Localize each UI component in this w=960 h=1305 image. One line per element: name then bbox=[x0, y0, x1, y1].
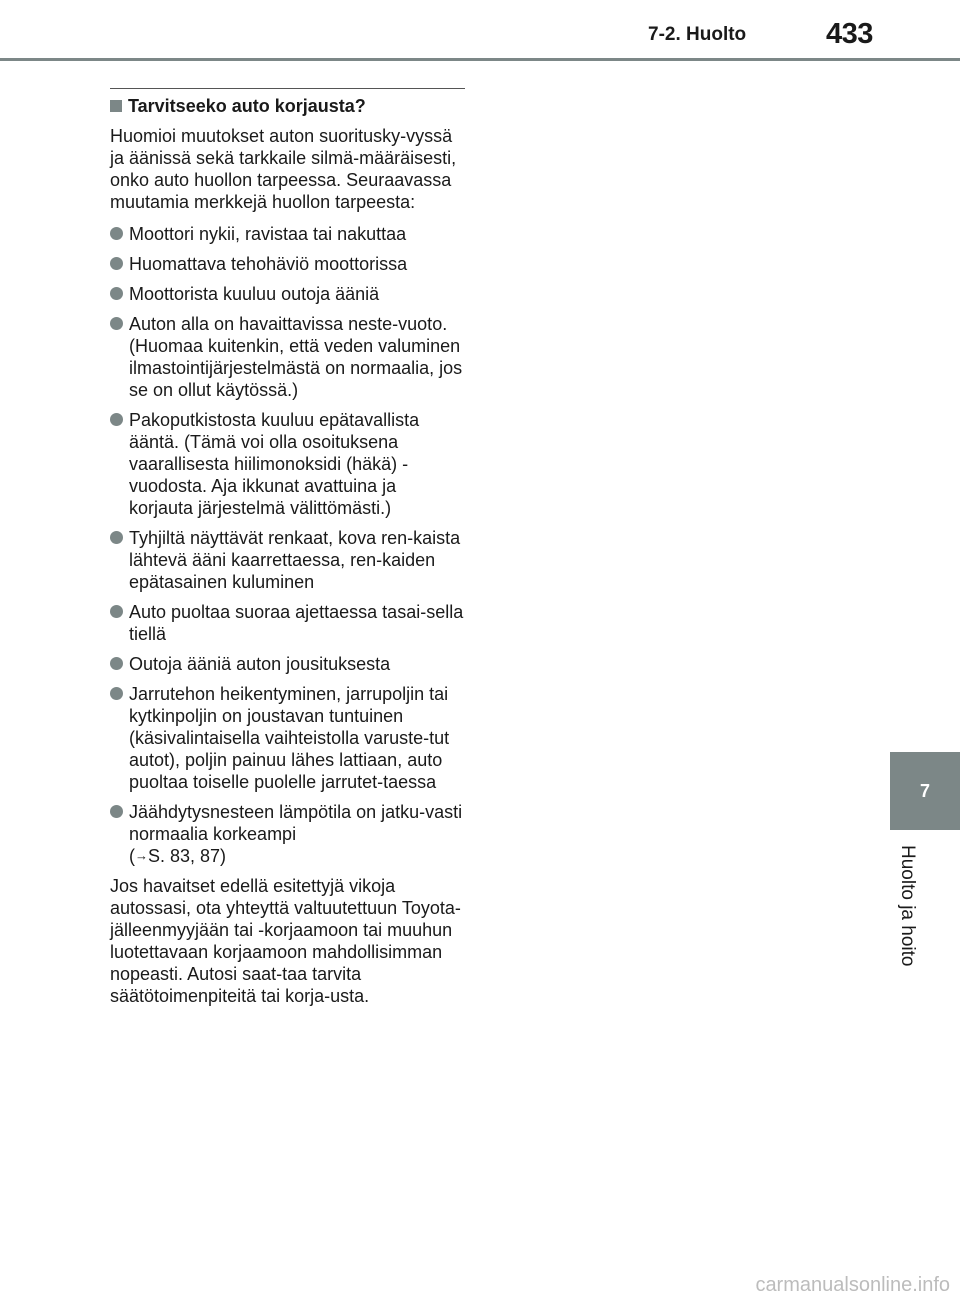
list-item bbox=[110, 683, 465, 793]
chapter-number: 7 bbox=[919, 780, 930, 801]
chapter-tab[interactable] bbox=[890, 752, 960, 830]
circle-bullet-icon bbox=[110, 413, 123, 426]
list-item-text: Auton alla on havaittavissa neste-vuoto. (Huomaa kuitenkin, että veden valuminen ilmastointijärjestelmästä on normaalia, jos se on ollut käytössä.) bbox=[129, 314, 463, 400]
list-item bbox=[110, 653, 465, 675]
watermark: carmanualsonline.info bbox=[755, 1274, 950, 1296]
section-heading bbox=[110, 95, 465, 117]
section-divider bbox=[110, 88, 465, 89]
list-item-text: Jarrutehon heikentyminen, jarrupoljin tai kytkinpoljin on joustavan tuntuinen (käsivalintaisella vaihteistolla varuste-tut autot), poljin painuu lähes lattiaan, auto puoltaa toiselle puolelle jarrutet-taessa bbox=[129, 684, 450, 792]
list-item bbox=[110, 283, 465, 305]
reference-text: S. 83, 87) bbox=[148, 846, 227, 866]
intro-paragraph: Huomioi muutokset auton suoritusky-vyssä ja äänissä sekä tarkkaile silmä-määräisesti, onko auto huollon tarpeessa. Seuraavassa muutamia merkkejä huollon tarpeesta: bbox=[110, 126, 457, 212]
chapter-title: Huolto ja hoito bbox=[897, 845, 918, 967]
list-item-text: Moottori nykii, ravistaa tai nakuttaa bbox=[129, 224, 407, 244]
symptom-list bbox=[110, 223, 465, 867]
header-divider bbox=[0, 58, 960, 61]
list-item bbox=[110, 601, 465, 645]
circle-bullet-icon bbox=[110, 257, 123, 270]
list-item-text: Moottorista kuuluu outoja ääniä bbox=[129, 284, 380, 304]
list-item bbox=[110, 527, 465, 593]
header-section-title: 7-2. Huolto bbox=[648, 24, 747, 45]
reference-open-paren: ( bbox=[129, 846, 135, 866]
circle-bullet-icon bbox=[110, 227, 123, 240]
section-heading-text: Tarvitseeko auto korjausta? bbox=[128, 96, 366, 116]
list-item-text: Tyhjiltä näyttävät renkaat, kova ren-kaista lähtevä ääni kaarrettaessa, ren-kaiden epätasainen kuluminen bbox=[129, 528, 461, 592]
page-header bbox=[0, 0, 960, 62]
list-item-text: Auto puoltaa suoraa ajettaessa tasai-sella tiellä bbox=[129, 602, 464, 644]
page-reference-link[interactable] bbox=[129, 846, 226, 866]
square-bullet-icon bbox=[110, 100, 122, 112]
list-item-text: Outoja ääniä auton jousituksesta bbox=[129, 654, 391, 674]
list-item bbox=[110, 801, 465, 867]
circle-bullet-icon bbox=[110, 317, 123, 330]
list-item-text: Jäähdytysnesteen lämpötila on jatku-vasti normaalia korkeampi bbox=[129, 802, 463, 844]
list-item bbox=[110, 253, 465, 275]
list-item bbox=[110, 223, 465, 245]
page-number: 433 bbox=[826, 18, 873, 50]
list-item bbox=[110, 409, 465, 519]
main-content bbox=[110, 88, 465, 1017]
circle-bullet-icon bbox=[110, 657, 123, 670]
circle-bullet-icon bbox=[110, 605, 123, 618]
list-item-text: Huomattava tehohäviö moottorissa bbox=[129, 254, 408, 274]
closing-paragraph: Jos havaitset edellä esitettyjä vikoja autossasi, ota yhteyttä valtuutettuun Toyota-jälleenmyyjään tai -korjaamoon tai muuhun luotettavaan korjaamoon mahdollisimman nopeasti. Autosi saat-taa tarvita säätötoimenpiteitä tai korja-usta. bbox=[110, 876, 461, 1006]
arrow-right-icon: → bbox=[135, 848, 148, 863]
circle-bullet-icon bbox=[110, 687, 123, 700]
list-item bbox=[110, 313, 465, 401]
list-item-text: Pakoputkistosta kuuluu epätavallista ääntä. (Tämä voi olla osoituksena vaarallisesta hiilimonoksidi (häkä) -vuodosta. Aja ikkunat avattuina ja korjauta järjestelmä välittömästi.) bbox=[129, 410, 420, 518]
circle-bullet-icon bbox=[110, 531, 123, 544]
circle-bullet-icon bbox=[110, 805, 123, 818]
circle-bullet-icon bbox=[110, 287, 123, 300]
